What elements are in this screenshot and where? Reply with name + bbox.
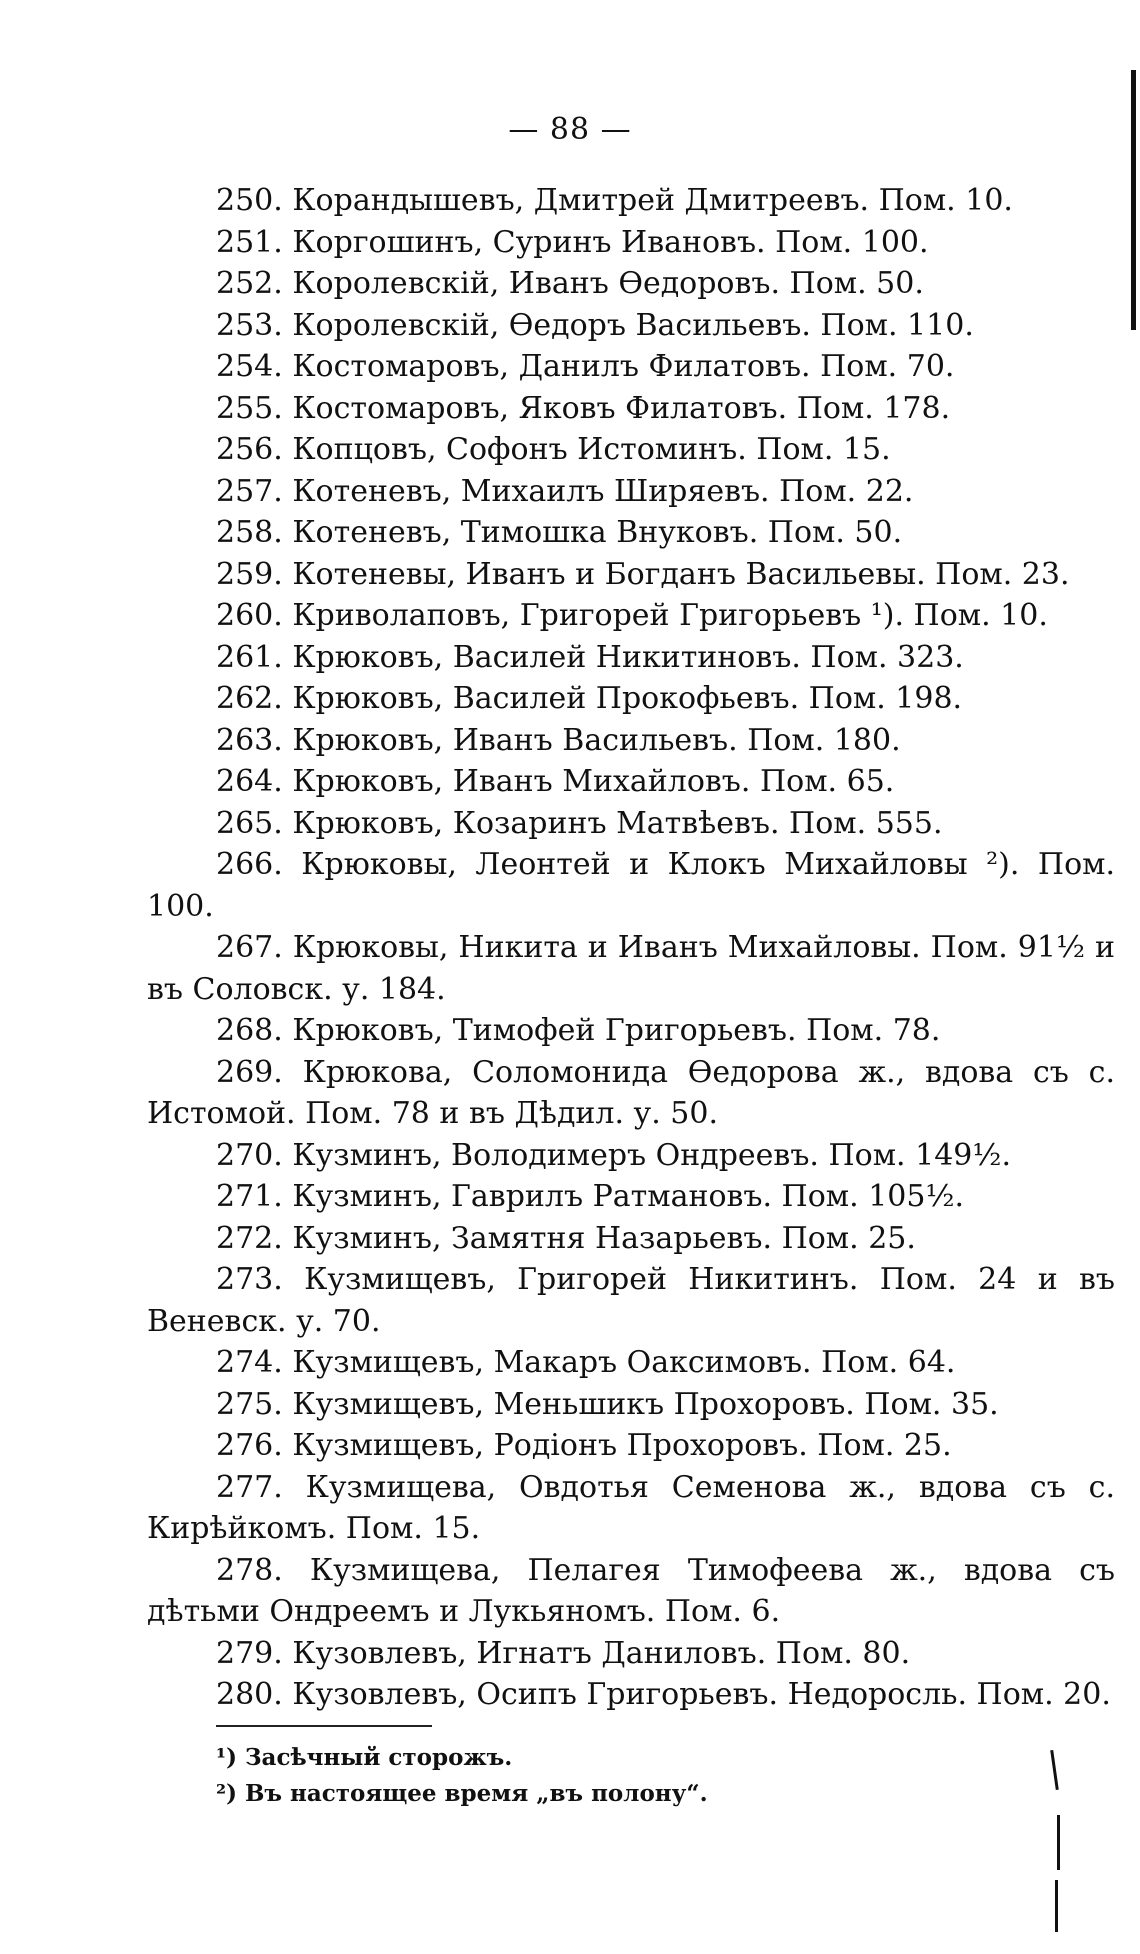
entry-list: [147, 180, 1115, 1716]
footnote-2: ²) Въ настоящее время „въ полону“.: [216, 1780, 708, 1807]
list-entry: 268. Крюковъ, Тимофей Григорьевъ. Пом. 78.: [216, 1013, 941, 1048]
list-entry: 267. Крюковы, Никита и Иванъ Михайловы. Пом. 91½ и въ Соловск. у. 184.: [147, 930, 1115, 1007]
list-entry: 262. Крюковъ, Василей Прокофьевъ. Пом. 198.: [216, 681, 963, 716]
scan-artifact-mark: [1055, 1880, 1058, 1932]
footnotes: [216, 1740, 1016, 1812]
list-entry: 274. Кузмищевъ, Макаръ Оаксимовъ. Пом. 64.: [216, 1345, 956, 1380]
list-entry: 251. Коргошинъ, Суринъ Ивановъ. Пом. 100.: [216, 224, 929, 260]
page-number: — 88 —: [508, 112, 632, 147]
list-entry: 260. Криволаповъ, Григорей Григорьевъ ¹). Пом. 10.: [216, 598, 1048, 633]
list-entry: 255. Костомаровъ, Яковъ Филатовъ. Пом. 178.: [216, 390, 951, 426]
list-entry: 264. Крюковъ, Иванъ Михайловъ. Пом. 65.: [216, 764, 895, 799]
list-entry: 279. Кузовлевъ, Игнатъ Даниловъ. Пом. 80.: [216, 1635, 911, 1671]
footnote-divider: [216, 1725, 432, 1727]
list-entry: 258. Котеневъ, Тимошка Внуковъ. Пом. 50.: [216, 515, 903, 550]
list-entry: 252. Королевскій, Иванъ Өедоровъ. Пом. 50.: [216, 266, 924, 301]
list-entry: 270. Кузминъ, Володимеръ Ондреевъ. Пом. 149½.: [216, 1137, 1011, 1173]
list-entry: 261. Крюковъ, Василей Никитиновъ. Пом. 323.: [216, 639, 964, 675]
list-entry: 273. Кузмищевъ, Григорей Никитинъ. Пом. 24 и въ Веневск. у. 70.: [147, 1262, 1115, 1339]
list-entry: 263. Крюковъ, Иванъ Васильевъ. Пом. 180.: [216, 722, 901, 758]
scan-artifact-mark: [1057, 1815, 1060, 1870]
list-entry: 269. Крюкова, Соломонида Өедорова ж., вдова съ с. Истомой. Пом. 78 и въ Дѣдил. у. 50.: [147, 1054, 1115, 1131]
list-entry: 280. Кузовлевъ, Осипъ Григорьевъ. Недоросль. Пом. 20.: [216, 1677, 1111, 1712]
list-entry: 254. Костомаровъ, Данилъ Филатовъ. Пом. 70.: [216, 349, 955, 384]
scan-edge-mark: [1131, 70, 1136, 330]
list-entry: 278. Кузмищева, Пелагея Тимофеева ж., вдова съ дѣтьми Ондреемъ и Лукьяномъ. Пом. 6.: [147, 1552, 1115, 1629]
list-entry: 271. Кузминъ, Гаврилъ Ратмановъ. Пом. 105½.: [216, 1179, 965, 1214]
footnote-1: ¹) Засѣчный сторожъ.: [216, 1744, 513, 1771]
list-entry: 276. Кузмищевъ, Родіонъ Прохоровъ. Пом. 25.: [216, 1428, 952, 1463]
list-entry: 277. Кузмищева, Овдотья Семенова ж., вдова съ с. Кирѣйкомъ. Пом. 15.: [147, 1469, 1115, 1546]
list-entry: 265. Крюковъ, Козаринъ Матвѣевъ. Пом. 555.: [216, 805, 943, 841]
list-entry: 259. Котеневы, Иванъ и Богданъ Васильевы. Пом. 23.: [216, 556, 1070, 592]
list-entry: 266. Крюковы, Леонтей и Клокъ Михайловы ²). Пом. 100.: [147, 847, 1115, 924]
list-entry: 253. Королевскій, Өедоръ Васильевъ. Пом. 110.: [216, 307, 974, 343]
list-entry: 272. Кузминъ, Замятня Назарьевъ. Пом. 25.: [216, 1220, 916, 1256]
list-entry: 250. Корандышевъ, Дмитрей Дмитреевъ. Пом. 10.: [216, 183, 1013, 218]
scan-artifact-mark: [1050, 1750, 1059, 1790]
list-entry: 256. Копцовъ, Софонъ Истоминъ. Пом. 15.: [216, 432, 891, 467]
list-entry: 257. Котеневъ, Михаилъ Ширяевъ. Пом. 22.: [216, 473, 914, 509]
list-entry: 275. Кузмищевъ, Меньшикъ Прохоровъ. Пом. 35.: [216, 1386, 999, 1422]
